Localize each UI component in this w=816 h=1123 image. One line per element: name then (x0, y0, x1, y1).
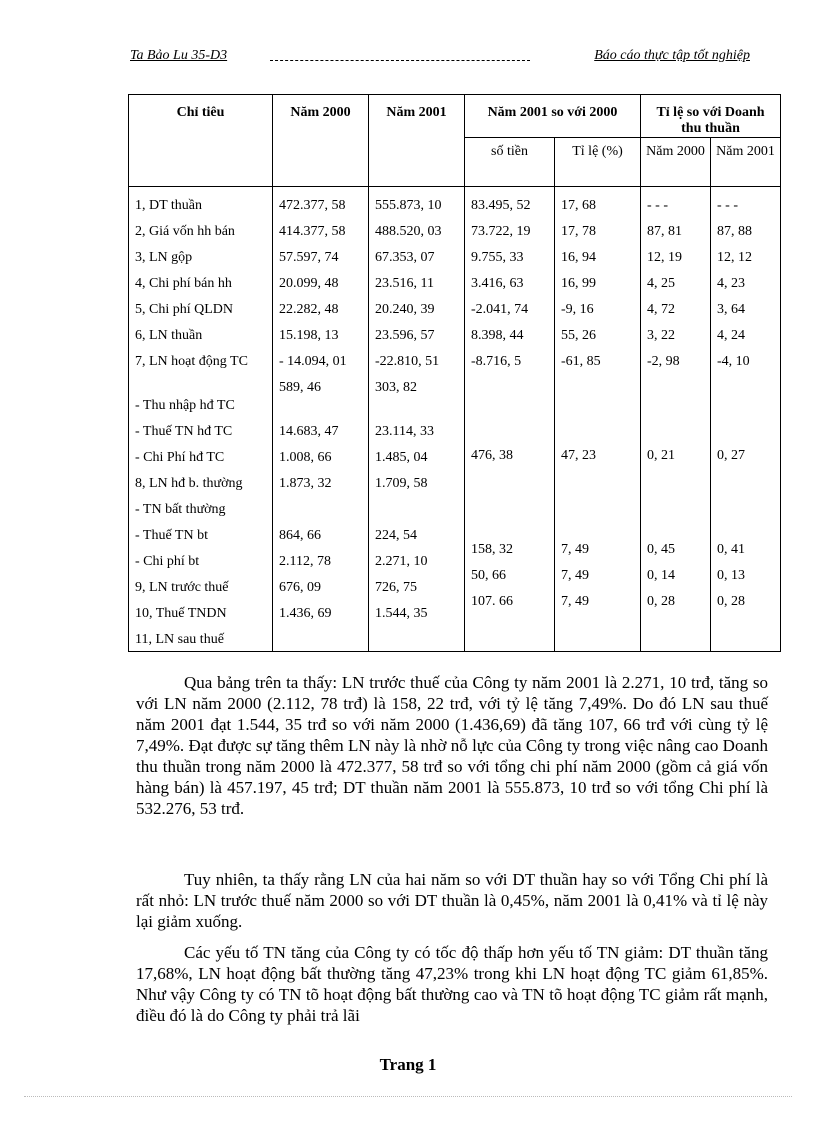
table-cell: 73.722, 19 (471, 224, 531, 239)
table-cell: 2.112, 78 (279, 554, 331, 569)
table-cell: 158, 32 (471, 542, 513, 557)
table-cell: - Thuế TN hđ TC (135, 424, 233, 439)
table-cell: 107. 66 (471, 594, 513, 609)
column-stack (279, 193, 364, 647)
subheader-nam-2000: Năm 2000 (641, 138, 711, 187)
column-stack (471, 193, 550, 647)
table-cell: 5, Chi phí QLDN (135, 302, 233, 317)
table-cell: 12, 19 (647, 250, 682, 265)
table-cell: 0, 28 (647, 594, 675, 609)
page-number: Trang 1 (379, 1055, 437, 1074)
table-cell: 0, 28 (717, 594, 745, 609)
table-cell: 0, 13 (717, 568, 745, 583)
table-cell: 224, 54 (375, 528, 417, 543)
table-cell: -2.041, 74 (471, 302, 529, 317)
table-cell: - - - (717, 198, 738, 213)
table-cell: 1.485, 04 (375, 450, 428, 465)
column-labels (129, 187, 273, 652)
table-cell: 16, 94 (561, 250, 596, 265)
table-cell: 87, 88 (717, 224, 752, 239)
table-cell: -4, 10 (717, 354, 750, 369)
table-cell: 23.516, 11 (375, 276, 434, 291)
table-cell: 7, 49 (561, 594, 589, 609)
table-cell: 14.683, 47 (279, 424, 339, 439)
table-cell: 4, 23 (717, 276, 745, 291)
table-cell: 476, 38 (471, 448, 513, 463)
table-cell: - - - (647, 198, 668, 213)
table-cell: - Thu nhập hđ TC (135, 398, 235, 413)
table-cell: 2.271, 10 (375, 554, 428, 569)
table-cell: 472.377, 58 (279, 198, 346, 213)
table-cell: 47, 23 (561, 448, 596, 463)
table-cell: 303, 82 (375, 380, 417, 395)
table-cell: 3.416, 63 (471, 276, 524, 291)
column-stack (561, 193, 636, 647)
table-cell: 15.198, 13 (279, 328, 339, 343)
table-cell: 50, 66 (471, 568, 506, 583)
table-cell: 3, LN gộp (135, 250, 193, 265)
table-cell: 87, 81 (647, 224, 682, 239)
table-cell: 1.436, 69 (279, 606, 332, 621)
table-cell: 589, 46 (279, 380, 321, 395)
table-cell: 2, Giá vốn hh bán (135, 224, 235, 239)
table-cell: 23.114, 33 (375, 424, 434, 439)
table-cell: 57.597, 74 (279, 250, 339, 265)
table-cell: -61, 85 (561, 354, 601, 369)
table-cell: 20.240, 39 (375, 302, 435, 317)
table-cell: 7, LN hoạt động TC (135, 354, 248, 369)
column-stack (717, 193, 776, 647)
table-cell: 17, 78 (561, 224, 596, 239)
header-nam-2000: Năm 2000 (273, 95, 369, 187)
header-author: Ta Bảo Lu 35-D3 (130, 48, 228, 63)
column-stack (135, 193, 268, 647)
table-cell: -2, 98 (647, 354, 680, 369)
table-cell: 20.099, 48 (279, 276, 339, 291)
table-cell: 9, LN trước thuế (135, 580, 229, 595)
table-cell: 726, 75 (375, 580, 417, 595)
table-cell: 3, 64 (717, 302, 745, 317)
table-cell: 4, Chi phí bán hh (135, 276, 232, 291)
table-cell: 22.282, 48 (279, 302, 339, 317)
table-cell: 0, 14 (647, 568, 675, 583)
table-cell: 1.709, 58 (375, 476, 428, 491)
header-nam-2001: Năm 2001 (369, 95, 465, 187)
table-cell: 7, 49 (561, 568, 589, 583)
table-cell: 7, 49 (561, 542, 589, 557)
table-cell: 12, 12 (717, 250, 752, 265)
table-cell: - Chi Phí hđ TC (135, 450, 225, 465)
table-cell: - Chi phí bt (135, 554, 200, 569)
table-cell: -22.810, 51 (375, 354, 440, 369)
column-ti-le-pct (555, 187, 641, 652)
table-cell: - Thuế TN bt (135, 528, 208, 543)
table-cell: 1.873, 32 (279, 476, 332, 491)
table-cell: 16, 99 (561, 276, 596, 291)
table-cell: 83.495, 52 (471, 198, 531, 213)
table-cell: 676, 09 (279, 580, 321, 595)
table-cell: - TN bất thường (135, 502, 226, 517)
table-header-row (129, 95, 781, 138)
table-cell: 488.520, 03 (375, 224, 442, 239)
table-cell: 9.755, 33 (471, 250, 524, 265)
subheader-nam-2001: Năm 2001 (711, 138, 781, 187)
column-2000 (273, 187, 369, 652)
table-cell: 4, 72 (647, 302, 675, 317)
table-cell: 1, DT thuần (135, 198, 203, 213)
header-so-sanh: Năm 2001 so với 2000 (465, 95, 641, 138)
table-cell: 4, 25 (647, 276, 675, 291)
paragraph-3: Các yếu tố TN tăng của Công ty có tốc độ thấp hơn yếu tố TN giảm: DT thuần tăng 17,68%, LN hoạt động bất thường tăng 47,23% trong khi LN hoạt động TC giảm 61,85%. Như vậy Công ty có TN tõ hoạt động bất thường cao và TN tõ hoạt động TC giảm rất mạnh, điều đó là do Công ty phải trả lãi (136, 943, 768, 1025)
table-cell: 1.008, 66 (279, 450, 332, 465)
table-cell: 17, 68 (561, 198, 596, 213)
page-bottom-rule (24, 1096, 792, 1097)
paragraph-1: Qua bảng trên ta thấy: LN trước thuế của Công ty năm 2001 là 2.271, 10 trđ, tăng so với LN năm 2000 (2.112, 78 trđ) là 158, 22 trđ, với tỷ lệ tăng 7,49%. Do đó LN sau thuế năm 2001 đạt 1.544, 35 trđ so với năm 2000 (1.436,69) đã tăng 107, 66 trđ với cùng tỷ lệ 7,49%. Đạt được sự tăng thêm LN này là nhờ nỗ lực của Công ty trong việc nâng cao Doanh thu thuần trong năm 2000 là 472.377, 58 trđ so với tổng chi phí năm 2000 (gồm cả giá vốn hàng bán) là 457.197, 45 trđ; DT thuần năm 2001 là 555.873, 10 trđ so với tổng Chi phí là 532.276, 53 trđ. (136, 673, 768, 818)
table-cell: 4, 24 (717, 328, 745, 343)
column-ti-le-dt-2001 (711, 187, 781, 652)
subheader-ti-le-pct: Tỉ lệ (%) (555, 138, 641, 187)
table-cell: 55, 26 (561, 328, 596, 343)
table-cell: 864, 66 (279, 528, 321, 543)
table-cell: 8, LN hđ b. thường (135, 476, 243, 491)
table-cell: 555.873, 10 (375, 198, 442, 213)
column-2001 (369, 187, 465, 652)
table-cell: 11, LN sau thuế (135, 632, 224, 647)
table-cell: 23.596, 57 (375, 328, 435, 343)
column-stack (375, 193, 460, 647)
table-cell: 8.398, 44 (471, 328, 524, 343)
header-chi-tieu: Chỉ tiêu (129, 95, 273, 187)
column-so-tien (465, 187, 555, 652)
table-cell: 6, LN thuần (135, 328, 203, 343)
column-ti-le-dt-2000 (641, 187, 711, 652)
subheader-so-tien: số tiền (465, 138, 555, 187)
header-ti-le-dt: Tỉ lệ so với Doanh thu thuần (641, 95, 781, 138)
table-cell: 67.353, 07 (375, 250, 435, 265)
header-report-title: Báo cáo thực tập tốt nghiệp (594, 48, 750, 63)
table-cell: 0, 21 (647, 448, 675, 463)
table-cell: 0, 41 (717, 542, 745, 557)
table-cell: -9, 16 (561, 302, 594, 317)
table-body-row (129, 187, 781, 652)
table-cell: 1.544, 35 (375, 606, 428, 621)
table-cell: 3, 22 (647, 328, 675, 343)
table-cell: 414.377, 58 (279, 224, 346, 239)
page-header (130, 48, 750, 68)
table-cell: -8.716, 5 (471, 354, 522, 369)
table-cell: 0, 27 (717, 448, 745, 463)
financial-table (128, 94, 781, 652)
table-cell: 0, 45 (647, 542, 675, 557)
column-stack (647, 193, 706, 647)
header-dash-line (270, 60, 530, 61)
table-cell: 10, Thuế TNDN (135, 606, 227, 621)
paragraph-2: Tuy nhiên, ta thấy rằng LN của hai năm so với DT thuần hay so với Tổng Chi phí là rất nhỏ: LN trước thuế năm 2000 so với DT thuần là 0,45%, năm 2001 là 0,41% và tỉ lệ này lại giảm xuống. (136, 870, 768, 931)
table-cell: - 14.094, 01 (279, 354, 347, 369)
